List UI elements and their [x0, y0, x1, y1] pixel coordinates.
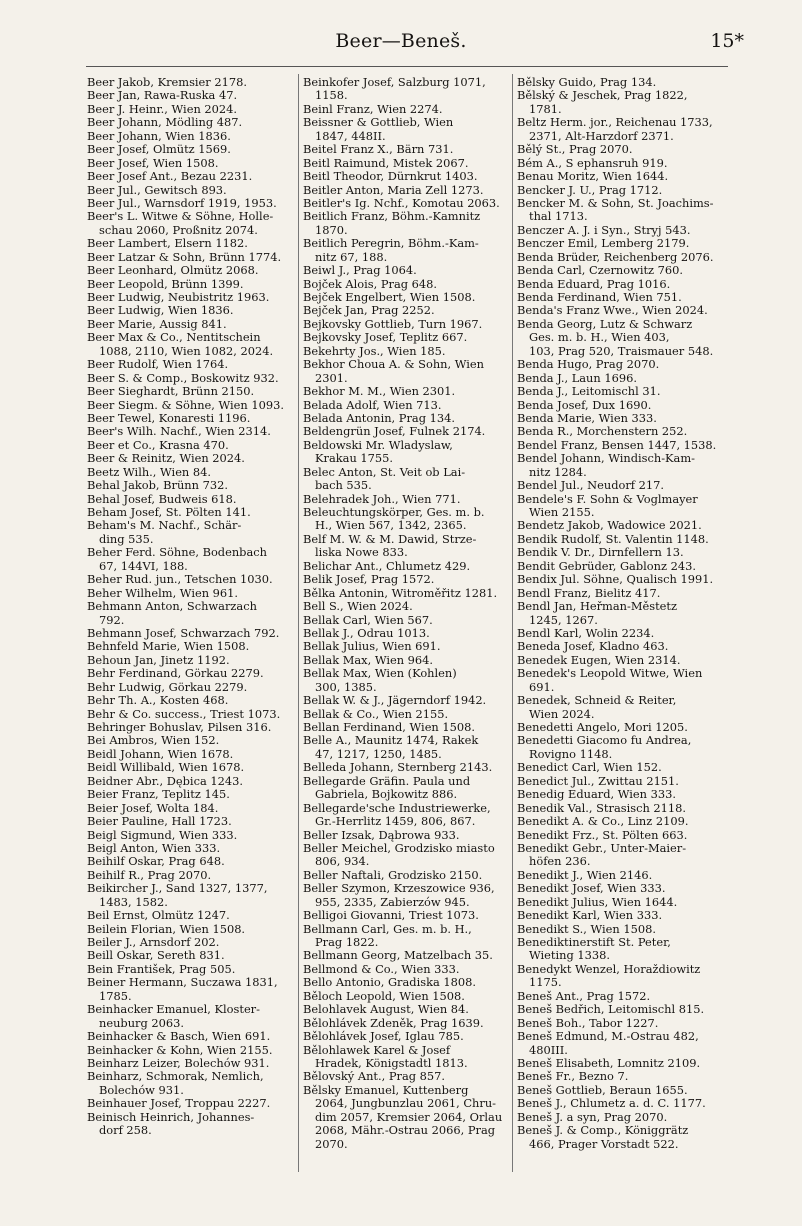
- directory-entry: Benda J., Laun 1696.: [517, 370, 637, 385]
- directory-entry: Benedikt S., Wien 1508.: [517, 921, 656, 936]
- directory-entry: Belada Adolf, Wien 713.: [303, 397, 442, 412]
- directory-entry: Belligoi Giovanni, Triest 1073.: [303, 908, 479, 923]
- directory-entry: Bendele's F. Sohn & Voglmayer: [517, 491, 698, 506]
- entry-continuation-line: thal 1713.: [529, 209, 588, 224]
- entry-continuation-line: 466, Prager Vorstadt 522.: [529, 1136, 679, 1151]
- entry-continuation-line: höfen 236.: [529, 854, 591, 869]
- directory-column-2: [303, 76, 508, 1151]
- directory-entry: Belada Antonin, Prag 134.: [303, 410, 455, 425]
- directory-entry: Benda Josef, Dux 1690.: [517, 397, 652, 412]
- entry-continuation-line: nitz 67, 188.: [315, 249, 388, 264]
- directory-entry: Bělka Antonin, Witroměřitz 1281.: [303, 585, 498, 600]
- directory-entry: Bendik V. Dr., Dirnfellern 13.: [517, 545, 684, 560]
- entry-continuation-line: neuburg 2063.: [99, 1015, 185, 1030]
- directory-entry: Benedict Carl, Wien 152.: [517, 760, 662, 775]
- directory-entry: Beham's M. Nachf., Schär-: [87, 518, 242, 533]
- entry-continuation-line: dorf 258.: [99, 1123, 152, 1138]
- directory-entry: Benedikt A. & Co., Linz 2109.: [517, 814, 689, 829]
- directory-entry: Beer Rudolf, Wien 1764.: [87, 357, 229, 372]
- directory-entry: Beer Latzar & Sohn, Brünn 1774.: [87, 249, 282, 264]
- directory-entry: Beetz Wilh., Wien 84.: [87, 464, 212, 479]
- directory-entry: Běloch Leopold, Wien 1508.: [303, 988, 465, 1003]
- directory-entry: Beldengrün Josef, Fulnek 2174.: [303, 424, 486, 439]
- directory-entry: Bendl Karl, Wolin 2234.: [517, 625, 655, 640]
- directory-entry: Benedikt J., Wien 2146.: [517, 867, 653, 882]
- entry-continuation-line: Wien 2024.: [529, 706, 595, 721]
- directory-entry: Bencker M. & Sohn, St. Joachims-: [517, 195, 714, 210]
- directory-entry: Benedik Val., Strasisch 2118.: [517, 800, 687, 815]
- directory-entry: Beitler Anton, Maria Zell 1273.: [303, 182, 484, 197]
- entry-continuation-line: 1175.: [529, 975, 562, 990]
- directory-entry: Bendix Jul. Söhne, Qualisch 1991.: [517, 572, 714, 587]
- directory-entry: Beitl Raimund, Mistek 2067.: [303, 155, 469, 170]
- directory-entry: Beneš Ant., Prag 1572.: [517, 988, 651, 1003]
- directory-entry: Beihilf Oskar, Prag 648.: [87, 854, 225, 869]
- directory-entry: Beier Franz, Teplitz 145.: [87, 787, 230, 802]
- directory-entry: Beneš Boh., Tabor 1227.: [517, 1015, 659, 1030]
- directory-entry: Behringer Bohuslav, Pilsen 316.: [87, 720, 272, 734]
- directory-entry: Bekhor M. M., Wien 2301.: [303, 384, 456, 399]
- directory-entry: Beer Siegm. & Söhne, Wien 1093.: [87, 397, 284, 412]
- directory-entry: Behr Ludwig, Görkau 2279.: [87, 679, 248, 694]
- directory-entry: Beneda Josef, Kladno 463.: [517, 639, 669, 654]
- directory-entry: Beneš Gottlieb, Beraun 1655.: [517, 1082, 688, 1097]
- directory-entry: Beitl Theodor, Dürnkrut 1403.: [303, 169, 478, 184]
- directory-entry: Benedikt Karl, Wien 333.: [517, 908, 663, 923]
- directory-entry: Beinhacker & Kohn, Wien 2155.: [87, 1042, 273, 1057]
- directory-entry: Beikircher J., Sand 1327, 1377,: [87, 881, 268, 896]
- header-rule: [86, 66, 728, 67]
- directory-entry: Beer Jul., Gewitsch 893.: [87, 182, 227, 197]
- directory-entry: Bellmann Georg, Matzelbach 35.: [303, 948, 493, 963]
- directory-entry: Bellegarde'sche Industriewerke,: [303, 800, 491, 815]
- page-number: 15*: [710, 30, 744, 52]
- directory-entry: Beitler's Ig. Nchf., Komotau 2063.: [303, 195, 500, 210]
- directory-entry: Beer Ludwig, Wien 1836.: [87, 303, 234, 318]
- directory-entry: Bojček Alois, Prag 648.: [303, 276, 438, 291]
- directory-entry: Belichar Ant., Chlumetz 429.: [303, 558, 471, 573]
- entry-continuation-line: 47, 1217, 1250, 1485.: [315, 746, 442, 761]
- entry-continuation-line: Hradek, Königstadtl 1813.: [315, 1055, 468, 1070]
- directory-entry: Beihilf R., Prag 2070.: [87, 867, 212, 882]
- directory-entry: Beitlich Peregrin, Böhm.-Kam-: [303, 236, 479, 251]
- directory-entry: Beer Jan, Rawa-Ruska 47.: [87, 88, 238, 103]
- entry-continuation-line: 1781.: [529, 101, 562, 116]
- directory-entry: Behr Th. A., Kosten 468.: [87, 693, 229, 708]
- directory-entry: Bellak Max, Wien 964.: [303, 652, 434, 667]
- directory-entry: Benda R., Morchenstern 252.: [517, 424, 688, 439]
- entry-continuation-line: 1785.: [99, 988, 132, 1003]
- directory-entry: Beneš J. & Comp., Königgrätz: [517, 1123, 689, 1138]
- directory-entry: Belehradek Joh., Wien 771.: [303, 491, 461, 506]
- directory-entry: Beiler J., Arnsdorf 202.: [87, 935, 220, 949]
- directory-entry: Benau Moritz, Wien 1644.: [517, 169, 669, 184]
- directory-entry: Benedikt Gebr., Unter-Maier-: [517, 840, 687, 855]
- entry-continuation-line: H., Wien 567, 1342, 2365.: [315, 518, 467, 533]
- entry-continuation-line: 2064, Jungbunzlau 2061, Chru-: [315, 1096, 497, 1111]
- directory-entry: Bendel Jul., Neudorf 217.: [517, 478, 664, 493]
- directory-entry: Beiner Hermann, Suczawa 1831,: [87, 975, 278, 990]
- directory-entry: Belohlavek August, Wien 84.: [303, 1002, 469, 1017]
- directory-entry: Beidl Johann, Wien 1678.: [87, 746, 234, 761]
- directory-entry: Benedek, Schneid & Reiter,: [517, 693, 677, 708]
- entry-continuation-line: 300, 1385.: [315, 679, 377, 694]
- entry-continuation-line: 2371, Alt-Harzdorf 2371.: [529, 128, 674, 143]
- entry-continuation-line: 792.: [99, 612, 125, 627]
- directory-entry: Bendel Johann, Windisch-Kam-: [517, 451, 695, 466]
- directory-entry: Bendl Jan, Heřman-Městetz: [517, 599, 677, 614]
- directory-entry: Bekhor Choua A. & Sohn, Wien: [303, 357, 484, 372]
- directory-entry: Beher Ferd. Söhne, Bodenbach: [87, 545, 267, 560]
- directory-entry: Beinkofer Josef, Salzburg 1071,: [303, 76, 486, 89]
- directory-entry: Bencker J. U., Prag 1712.: [517, 182, 663, 197]
- entry-continuation-line: Gabriela, Bojkowitz 886.: [315, 787, 458, 802]
- entry-continuation-line: nitz 1284.: [529, 464, 587, 479]
- directory-entry: Benda J., Leitomischl 31.: [517, 384, 661, 399]
- directory-entry: Beidner Abr., Dębica 1243.: [87, 773, 243, 788]
- directory-entry: Behnfeld Marie, Wien 1508.: [87, 639, 250, 654]
- directory-entry: Beer Tewel, Konaresti 1196.: [87, 410, 251, 425]
- directory-entry: Bellak Julius, Wien 691.: [303, 639, 441, 654]
- directory-entry: Benedig Eduard, Wien 333.: [517, 787, 676, 802]
- directory-entry: Bělovský Ant., Prag 857.: [303, 1069, 446, 1084]
- entry-continuation-line: 1870.: [315, 222, 348, 237]
- column-divider: [512, 74, 513, 1172]
- directory-entry: Beltz Herm. jor., Reichenau 1733,: [517, 115, 713, 130]
- directory-entry: Beinhacker & Basch, Wien 691.: [87, 1029, 271, 1044]
- entry-continuation-line: ding 535.: [99, 531, 154, 546]
- directory-entry: Beneš J. a syn, Prag 2070.: [517, 1109, 668, 1124]
- directory-entry: Beer Lambert, Elsern 1182.: [87, 236, 248, 251]
- entry-continuation-line: 806, 934.: [315, 854, 370, 869]
- directory-entry: Behr Ferdinand, Görkau 2279.: [87, 666, 264, 681]
- directory-entry: Beer's L. Witwe & Söhne, Holle-: [87, 209, 274, 224]
- directory-entry: Beinisch Heinrich, Johannes-: [87, 1109, 255, 1124]
- directory-entry: Belf M. W. & M. Dawid, Strze-: [303, 531, 477, 546]
- entry-continuation-line: Wien 2155.: [529, 505, 595, 519]
- directory-entry: Beer Jakob, Kremsier 2178.: [87, 76, 247, 89]
- directory-entry: Beer & Reinitz, Wien 2024.: [87, 451, 245, 466]
- column-divider: [298, 74, 299, 1172]
- directory-entry: Bello Antonio, Gradiska 1808.: [303, 975, 476, 990]
- directory-entry: Bell S., Wien 2024.: [303, 599, 413, 614]
- directory-entry: Benda Brüder, Reichenberg 2076.: [517, 249, 714, 264]
- directory-entry: Benedict Jul., Zwittau 2151.: [517, 773, 679, 788]
- directory-entry: Beer Ludwig, Neubistritz 1963.: [87, 290, 270, 304]
- directory-entry: Beneš Elisabeth, Lomnitz 2109.: [517, 1055, 701, 1070]
- directory-entry: Behmann Anton, Schwarzach: [87, 599, 257, 614]
- directory-entry: Benedikt Josef, Wien 333.: [517, 881, 666, 896]
- directory-entry: Bejkovsky Josef, Teplitz 667.: [303, 330, 468, 345]
- directory-column-1: [87, 76, 295, 1138]
- directory-entry: Bělohlawek Karel & Josef: [303, 1042, 451, 1057]
- directory-entry: Beer's Wilh. Nachf., Wien 2314.: [87, 424, 271, 439]
- directory-entry: Beer Marie, Aussig 841.: [87, 316, 227, 331]
- directory-entry: Benedetti Angelo, Mori 1205.: [517, 720, 688, 734]
- directory-entry: Beer Josef, Wien 1508.: [87, 155, 219, 170]
- directory-entry: Beer Leopold, Brünn 1399.: [87, 276, 244, 291]
- directory-entry: Behoun Jan, Jinetz 1192.: [87, 652, 230, 667]
- directory-entry: Beer et Co., Krasna 470.: [87, 437, 229, 452]
- directory-entry: Beiwl J., Prag 1064.: [303, 263, 417, 278]
- page-header: [0, 30, 802, 56]
- directory-entry: Bellak & Co., Wien 2155.: [303, 706, 449, 721]
- directory-entry: Benedikt Frz., St. Pölten 663.: [517, 827, 688, 842]
- directory-entry: Benda Ferdinand, Wien 751.: [517, 290, 682, 304]
- directory-entry: Benda's Franz Wwe., Wien 2024.: [517, 303, 708, 318]
- directory-entry: Benczer A. J. i Syn., Stryj 543.: [517, 222, 691, 237]
- entry-continuation-line: 1088, 2110, Wien 1082, 2024.: [99, 343, 274, 358]
- directory-entry: Benediktinerstift St. Peter,: [517, 935, 671, 949]
- directory-entry: Beneš J., Chlumetz a. d. C. 1177.: [517, 1096, 706, 1111]
- entry-continuation-line: Rovigno 1148.: [529, 746, 613, 761]
- entry-continuation-line: 67, 144VI, 188.: [99, 558, 188, 573]
- directory-entry: Beller Szymon, Krzeszowice 936,: [303, 881, 495, 896]
- directory-entry: Beer Josef, Olmütz 1569.: [87, 142, 231, 157]
- directory-entry: Bělohlávek Josef, Iglau 785.: [303, 1029, 464, 1044]
- directory-entry: Benda Marie, Wien 333.: [517, 410, 657, 425]
- directory-entry: Beer J. Heinr., Wien 2024.: [87, 101, 238, 116]
- directory-entry: Beinharz, Schmorak, Nemlich,: [87, 1069, 264, 1084]
- directory-entry: Beidl Willibald, Wien 1678.: [87, 760, 245, 775]
- directory-entry: Beer Jul., Warnsdorf 1919, 1953.: [87, 195, 277, 210]
- directory-entry: Beer Johann, Wien 1836.: [87, 128, 231, 143]
- directory-entry: Beer Leonhard, Olmütz 2068.: [87, 263, 259, 278]
- directory-entry: Beldowski Mr. Wladyslaw,: [303, 437, 453, 452]
- entry-continuation-line: liska Nowe 833.: [315, 545, 408, 560]
- directory-entry: Beinharz Leizer, Bolechów 931.: [87, 1055, 270, 1070]
- entry-continuation-line: 1245, 1267.: [529, 612, 598, 627]
- entry-continuation-line: schau 2060, Proßnitz 2074.: [99, 222, 258, 237]
- entry-continuation-line: 2301.: [315, 370, 348, 385]
- entry-continuation-line: Ges. m. b. H., Wien 403,: [529, 330, 670, 345]
- entry-continuation-line: 691.: [529, 679, 555, 694]
- directory-entry: Belle A., Maunitz 1474, Rakek: [303, 733, 479, 748]
- directory-entry: Beneš Edmund, M.-Ostrau 482,: [517, 1029, 699, 1044]
- directory-entry: Bei Ambros, Wien 152.: [87, 733, 220, 748]
- directory-entry: Bellan Ferdinand, Wien 1508.: [303, 720, 475, 734]
- directory-entry: Beller Izsak, Dąbrowa 933.: [303, 827, 460, 842]
- directory-entry: Beil Ernst, Olmütz 1247.: [87, 908, 230, 923]
- directory-entry: Benczer Emil, Lemberg 2179.: [517, 236, 690, 251]
- directory-entry: Beigl Anton, Wien 333.: [87, 840, 221, 855]
- directory-entry: Bejček Engelbert, Wien 1508.: [303, 290, 476, 304]
- directory-entry: Benedek's Leopold Witwe, Wien: [517, 666, 703, 681]
- directory-entry: Bellmann Carl, Ges. m. b. H.,: [303, 921, 472, 936]
- directory-entry: Belik Josef, Prag 1572.: [303, 572, 435, 587]
- directory-entry: Beinhauer Josef, Troppau 2227.: [87, 1096, 271, 1111]
- directory-entry: Benda Hugo, Prag 2070.: [517, 357, 660, 372]
- directory-entry: Bělský & Jeschek, Prag 1822,: [517, 88, 688, 103]
- directory-entry: Behr & Co. success., Triest 1073.: [87, 706, 281, 721]
- directory-entry: Beer Sieghardt, Brünn 2150.: [87, 384, 255, 399]
- directory-entry: Behal Josef, Budweis 618.: [87, 491, 237, 506]
- entry-continuation-line: Prag 1822.: [315, 935, 379, 949]
- directory-entry: Benedikt Julius, Wien 1644.: [517, 894, 678, 909]
- entry-continuation-line: 480III.: [529, 1042, 568, 1057]
- entry-continuation-line: 103, Prag 520, Traismauer 548.: [529, 343, 714, 358]
- directory-entry: Beier Pauline, Hall 1723.: [87, 814, 232, 829]
- directory-entry: Beer S. & Comp., Boskowitz 932.: [87, 370, 279, 385]
- directory-entry: Bělý St., Prag 2070.: [517, 142, 633, 157]
- directory-entry: Beier Josef, Wolta 184.: [87, 800, 219, 815]
- directory-entry: Beham Josef, St. Pölten 141.: [87, 505, 251, 519]
- directory-entry: Beer Josef Ant., Bezau 2231.: [87, 169, 253, 184]
- directory-entry: Benda Georg, Lutz & Schwarz: [517, 316, 693, 331]
- directory-entry: Beleuchtungskörper, Ges. m. b.: [303, 505, 485, 519]
- directory-entry: Bendl Franz, Bielitz 417.: [517, 585, 661, 600]
- entry-continuation-line: bach 535.: [315, 478, 372, 493]
- directory-entry: Bellak Carl, Wien 567.: [303, 612, 433, 627]
- directory-entry: Bellmond & Co., Wien 333.: [303, 961, 460, 976]
- entry-continuation-line: 1158.: [315, 88, 348, 103]
- directory-entry: Bejček Jan, Prag 2252.: [303, 303, 435, 318]
- entry-continuation-line: 1847, 448II.: [315, 128, 386, 143]
- entry-continuation-line: 1483, 1582.: [99, 894, 168, 909]
- directory-entry: Bein František, Prag 505.: [87, 961, 236, 976]
- directory-entry: Benedetti Giacomo fu Andrea,: [517, 733, 692, 748]
- directory-entry: Beilein Florian, Wien 1508.: [87, 921, 246, 936]
- directory-entry: Bělohlávek Zdeněk, Prag 1639.: [303, 1015, 484, 1030]
- directory-entry: Benda Eduard, Prag 1016.: [517, 276, 671, 291]
- directory-entry: Bendit Gebrüder, Gablonz 243.: [517, 558, 696, 573]
- directory-entry: Behmann Josef, Schwarzach 792.: [87, 625, 280, 640]
- directory-entry: Beigl Sigmund, Wien 333.: [87, 827, 238, 842]
- directory-entry: Belec Anton, St. Veit ob Lai-: [303, 464, 466, 479]
- entry-continuation-line: 955, 2335, Zabierzów 945.: [315, 894, 470, 909]
- directory-entry: Benedykt Wenzel, Horaždiowitz: [517, 961, 701, 976]
- directory-entry: Beher Rud. jun., Tetschen 1030.: [87, 572, 273, 587]
- directory-entry: Bellak W. & J., Jägerndorf 1942.: [303, 693, 487, 708]
- directory-entry: Beitel Franz X., Bärn 731.: [303, 142, 454, 157]
- directory-entry: Behal Jakob, Brünn 732.: [87, 478, 228, 493]
- directory-entry: Bělsky Emanuel, Kuttenberg: [303, 1082, 469, 1097]
- directory-entry: Beinhacker Emanuel, Kloster-: [87, 1002, 260, 1017]
- directory-entry: Beher Wilhelm, Wien 961.: [87, 585, 239, 600]
- directory-entry: Bendel Franz, Bensen 1447, 1538.: [517, 437, 717, 452]
- directory-entry: Bellak J., Odrau 1013.: [303, 625, 430, 640]
- directory-entry: Beissner & Gottlieb, Wien: [303, 115, 454, 130]
- directory-entry: Beinl Franz, Wien 2274.: [303, 101, 443, 116]
- directory-entry: Bellak Max, Wien (Kohlen): [303, 666, 457, 681]
- page-title: Beer—Beneš.: [335, 30, 467, 52]
- directory-entry: Beitlich Franz, Böhm.-Kamnitz: [303, 209, 481, 224]
- directory-entry: Beill Oskar, Sereth 831.: [87, 948, 225, 963]
- directory-entry: Benda Carl, Czernowitz 760.: [517, 263, 684, 278]
- directory-entry: Bendetz Jakob, Wadowice 2021.: [517, 518, 702, 533]
- entry-continuation-line: dim 2057, Kremsier 2064, Orlau: [315, 1109, 503, 1124]
- directory-entry: Bellegarde Gräfin. Paula und: [303, 773, 471, 788]
- directory-entry: Bělsky Guido, Prag 134.: [517, 76, 657, 89]
- entry-continuation-line: Wieting 1338.: [529, 948, 610, 963]
- directory-entry: Beneš Fr., Bezno 7.: [517, 1069, 629, 1084]
- entry-continuation-line: 2068, Mähr.-Ostrau 2066, Prag: [315, 1123, 496, 1138]
- directory-entry: Beller Meichel, Grodzisko miasto: [303, 840, 495, 855]
- directory-entry: Bejkovsky Gottlieb, Turn 1967.: [303, 316, 483, 331]
- directory-entry: Beer Johann, Mödling 487.: [87, 115, 243, 130]
- directory-entry: Belleda Johann, Sternberg 2143.: [303, 760, 493, 775]
- directory-column-3: [517, 76, 729, 1151]
- directory-entry: Beneš Bedřich, Leitomischl 815.: [517, 1002, 705, 1017]
- directory-entry: Bekehrty Jos., Wien 185.: [303, 343, 446, 358]
- entry-continuation-line: Bolechów 931.: [99, 1082, 184, 1097]
- entry-continuation-line: 2070.: [315, 1136, 348, 1151]
- directory-entry: Beer Max & Co., Nentitschein: [87, 330, 261, 345]
- directory-entry: Beller Naftali, Grodzisko 2150.: [303, 867, 483, 882]
- entry-continuation-line: Krakau 1755.: [315, 451, 394, 466]
- directory-entry: Bém A., S ephansruh 919.: [517, 155, 668, 170]
- entry-continuation-line: Gr.-Herrlitz 1459, 806, 867.: [315, 814, 476, 829]
- directory-entry: Benedek Eugen, Wien 2314.: [517, 652, 681, 667]
- directory-entry: Bendik Rudolf, St. Valentin 1148.: [517, 531, 709, 546]
